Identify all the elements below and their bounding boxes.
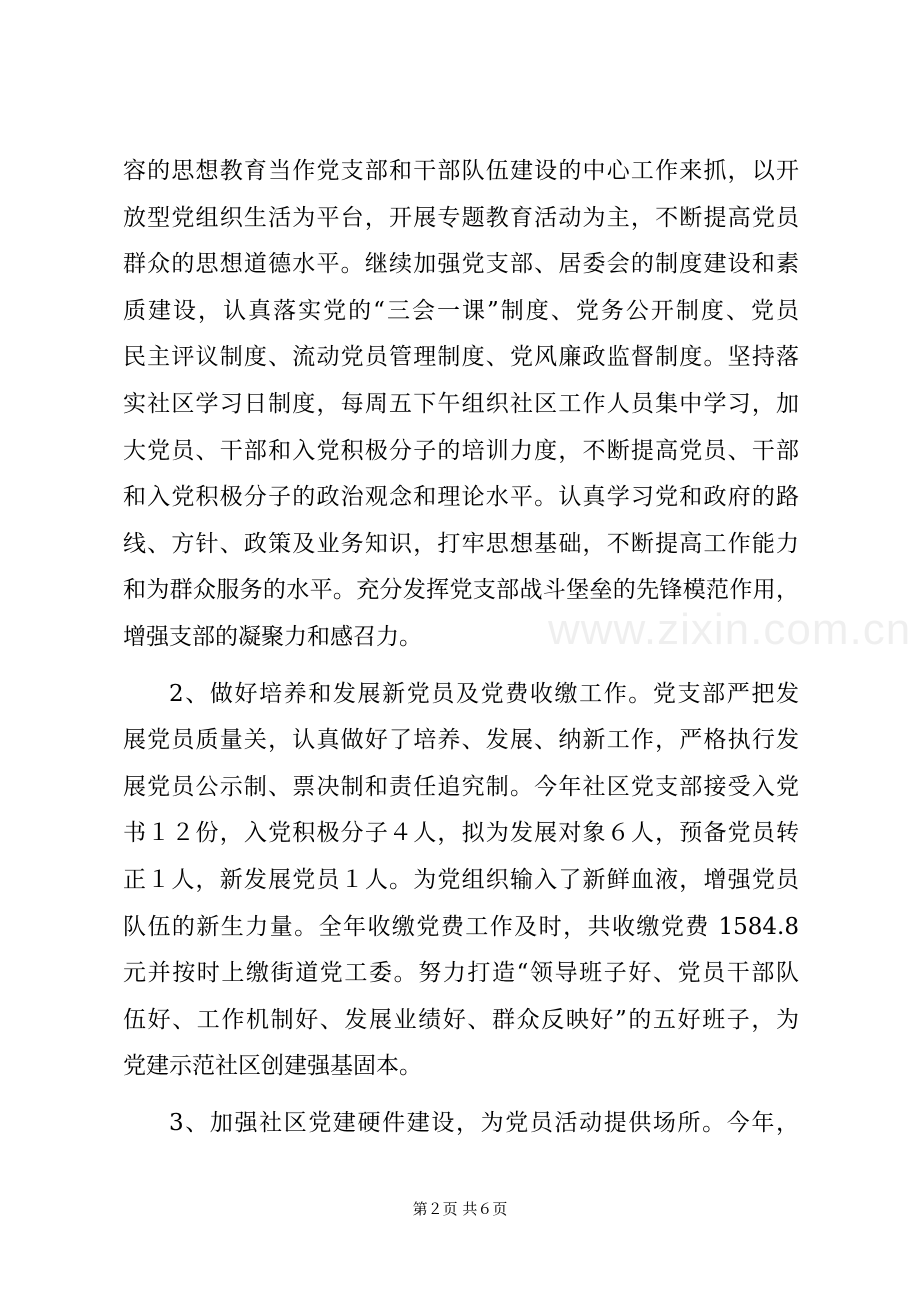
- text-line: 党建示范社区创建强基固本。: [123, 1053, 422, 1080]
- text-line: 2、做好培养和发展新党员及党费收缴工作。党支部严把发: [169, 680, 799, 707]
- text-line: 增强支部的凝聚力和感召力。: [123, 623, 422, 650]
- text-line: 展党员公示制、票决制和责任追究制。今年社区党支部接受入党: [123, 773, 799, 800]
- text-line: 和入党积极分子的政治观念和理论水平。认真学习党和政府的路: [123, 484, 799, 511]
- text-line: 和为群众服务的水平。充分发挥党支部战斗堡垒的先锋模范作用，: [123, 577, 799, 604]
- text-line: 伍好、工作机制好、发展业绩好、群众反映好”的五好班子，为: [123, 1006, 799, 1033]
- text-line: 群众的思想道德水平。继续加强党支部、居委会的制度建设和素: [123, 251, 799, 278]
- watermark-text: www.zixin.com.cn: [548, 605, 912, 654]
- text-line: 3、加强社区党建硬件建设，为党员活动提供场所。今年，: [169, 1109, 799, 1136]
- text-line: 元并按时上缴街道党工委。努力打造“领导班子好、党员干部队: [123, 960, 799, 987]
- text-line: 实社区学习日制度，每周五下午组织社区工作人员集中学习，加: [123, 390, 799, 417]
- text-line: 质建设，认真落实党的“三会一课”制度、党务公开制度、党员: [123, 297, 799, 324]
- text-line: 放型党组织生活为平台，开展专题教育活动为主，不断提高党员: [123, 204, 799, 231]
- text-line: 队伍的新生力量。全年收缴党费工作及时，共收缴党费 1584.8: [123, 913, 799, 940]
- text-line: 大党员、干部和入党积极分子的培训力度，不断提高党员、干部: [123, 437, 799, 464]
- text-line: 线、方针、政策及业务知识，打牢思想基础，不断提高工作能力: [123, 530, 799, 557]
- text-line: 正１人，新发展党员１人。为党组织输入了新鲜血液，增强党员: [123, 866, 799, 893]
- text-line: 容的思想教育当作党支部和干部队伍建设的中心工作来抓，以开: [123, 158, 799, 184]
- paragraph-2: [123, 671, 799, 1090]
- paragraph-3: [123, 1100, 799, 1147]
- paragraph-1: [123, 148, 799, 661]
- page-number: 第２页 共６页: [412, 1200, 508, 1218]
- text-line: 展党员质量关，认真做好了培养、发展、纳新工作，严格执行发: [123, 727, 799, 754]
- text-line: 书１２份，入党积极分子４人，拟为发展对象６人，预备党员转: [123, 820, 799, 847]
- text-line: 民主评议制度、流动党员管理制度、党风廉政监督制度。坚持落: [123, 344, 799, 371]
